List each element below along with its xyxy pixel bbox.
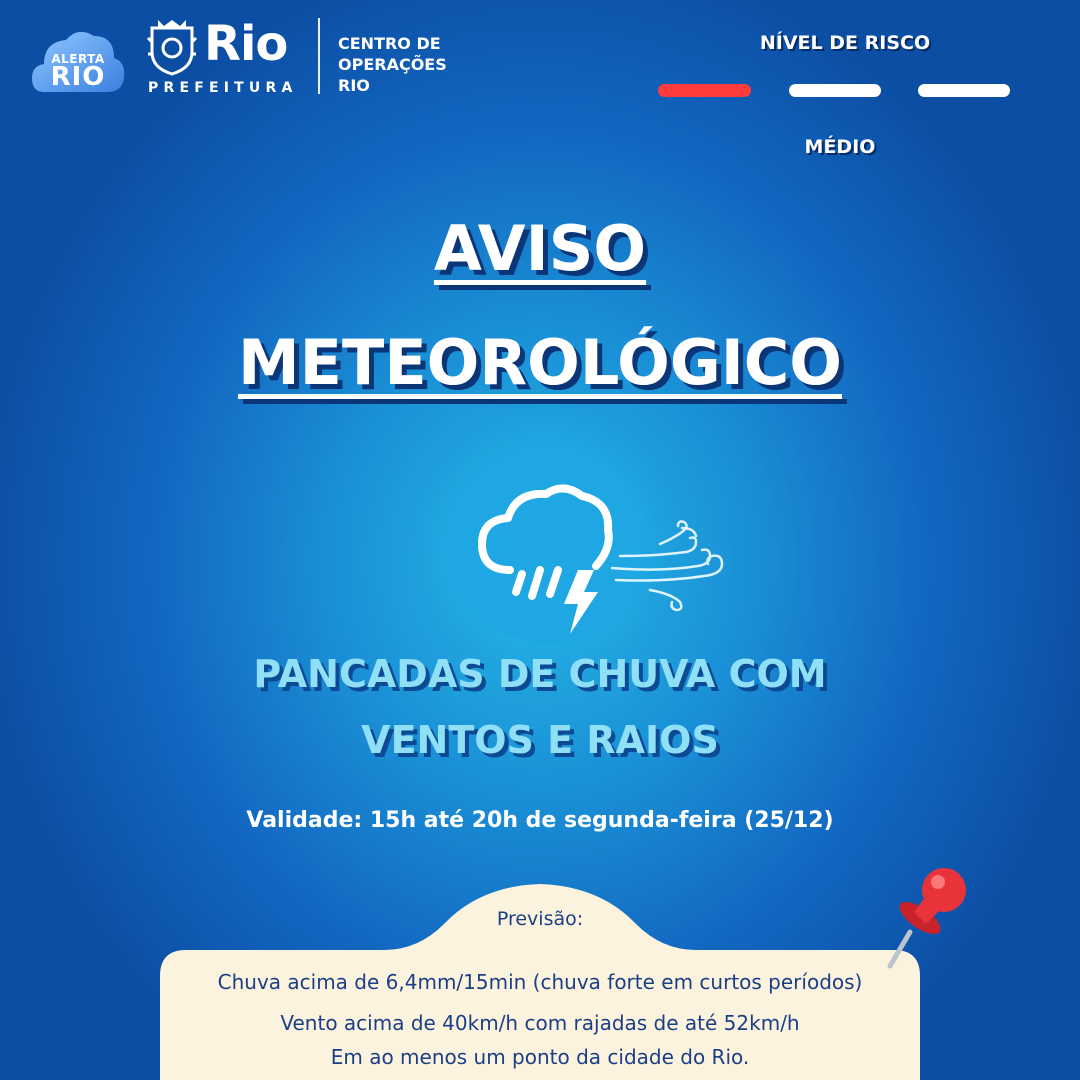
forecast-line: Chuva acima de 6,4mm/15min (chuva forte em curtos períodos) <box>217 970 863 994</box>
header-divider <box>318 18 320 94</box>
alert-subtitle-line1: PANCADAS DE CHUVA COM <box>253 652 827 696</box>
forecast-label: Previsão: <box>496 908 584 930</box>
validity-text: Validade: 15h até 20h de segunda-feira (25/12) <box>246 808 834 833</box>
risk-level-title: NÍVEL DE RISCO <box>759 32 931 54</box>
alerta-rio-logo <box>30 22 120 98</box>
risk-bar-1 <box>658 84 751 97</box>
title-text: AVISO <box>433 212 647 285</box>
alerta-label: ALERTA <box>51 52 105 66</box>
prefeitura-label: PREFEITURA <box>148 80 298 96</box>
push-pin-icon <box>880 862 972 972</box>
risk-bar-3 <box>918 84 1010 97</box>
risk-level-value: MÉDIO <box>804 136 876 158</box>
rain-cloud-wind-lightning-icon <box>460 470 740 640</box>
forecast-line: Vento acima de 40km/h com rajadas de até 52km/h <box>280 1011 800 1035</box>
title-text: METEOROLÓGICO <box>237 326 842 399</box>
centro-line: CENTRO DE <box>338 34 441 53</box>
risk-bar-2 <box>789 84 881 97</box>
rio-wordmark: Rio <box>204 16 288 72</box>
centro-operacoes-label <box>338 33 498 96</box>
forecast-line: Em ao menos um ponto da cidade do Rio. <box>330 1045 750 1069</box>
page-title-line1 <box>0 212 1080 285</box>
alert-subtitle-line2: VENTOS E RAIOS <box>361 718 719 762</box>
centro-line: OPERAÇÕES <box>338 55 447 74</box>
page-title-line2 <box>0 326 1080 399</box>
centro-line: RIO <box>338 76 370 95</box>
alerta-rio-label: RIO <box>50 62 106 92</box>
city-crest-icon <box>146 18 198 76</box>
